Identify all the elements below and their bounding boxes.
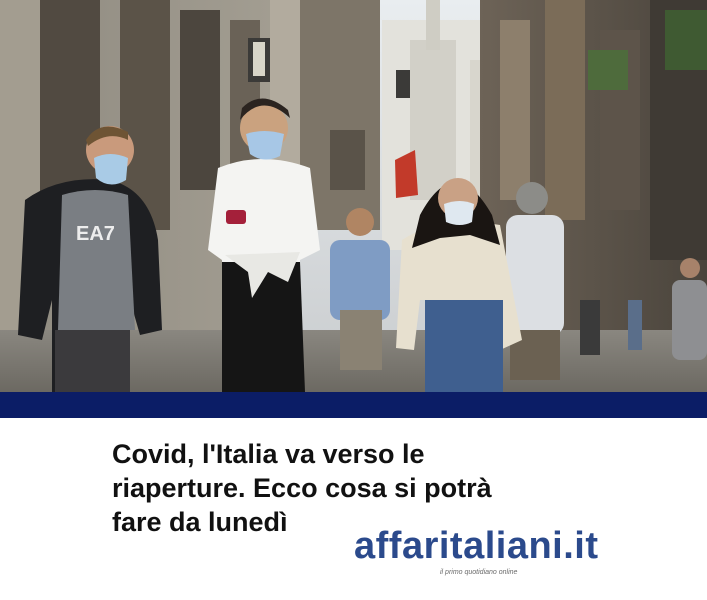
headline-line: Covid, l'Italia va verso le [112, 439, 425, 469]
brand-logo[interactable] [354, 526, 599, 577]
face-mask [94, 154, 128, 185]
headline-line: fare da lunedì [112, 507, 288, 537]
face-mask [444, 201, 474, 225]
brand-tagline: il primo quotidiano online [440, 569, 518, 576]
photo-caption-band [0, 392, 707, 418]
brand-name: affaritaliani.it [354, 525, 599, 567]
shirt-print: EA7 [76, 223, 115, 245]
headline-line: riaperture. Ecco cosa si potrà [112, 473, 492, 503]
headline[interactable] [112, 437, 612, 539]
